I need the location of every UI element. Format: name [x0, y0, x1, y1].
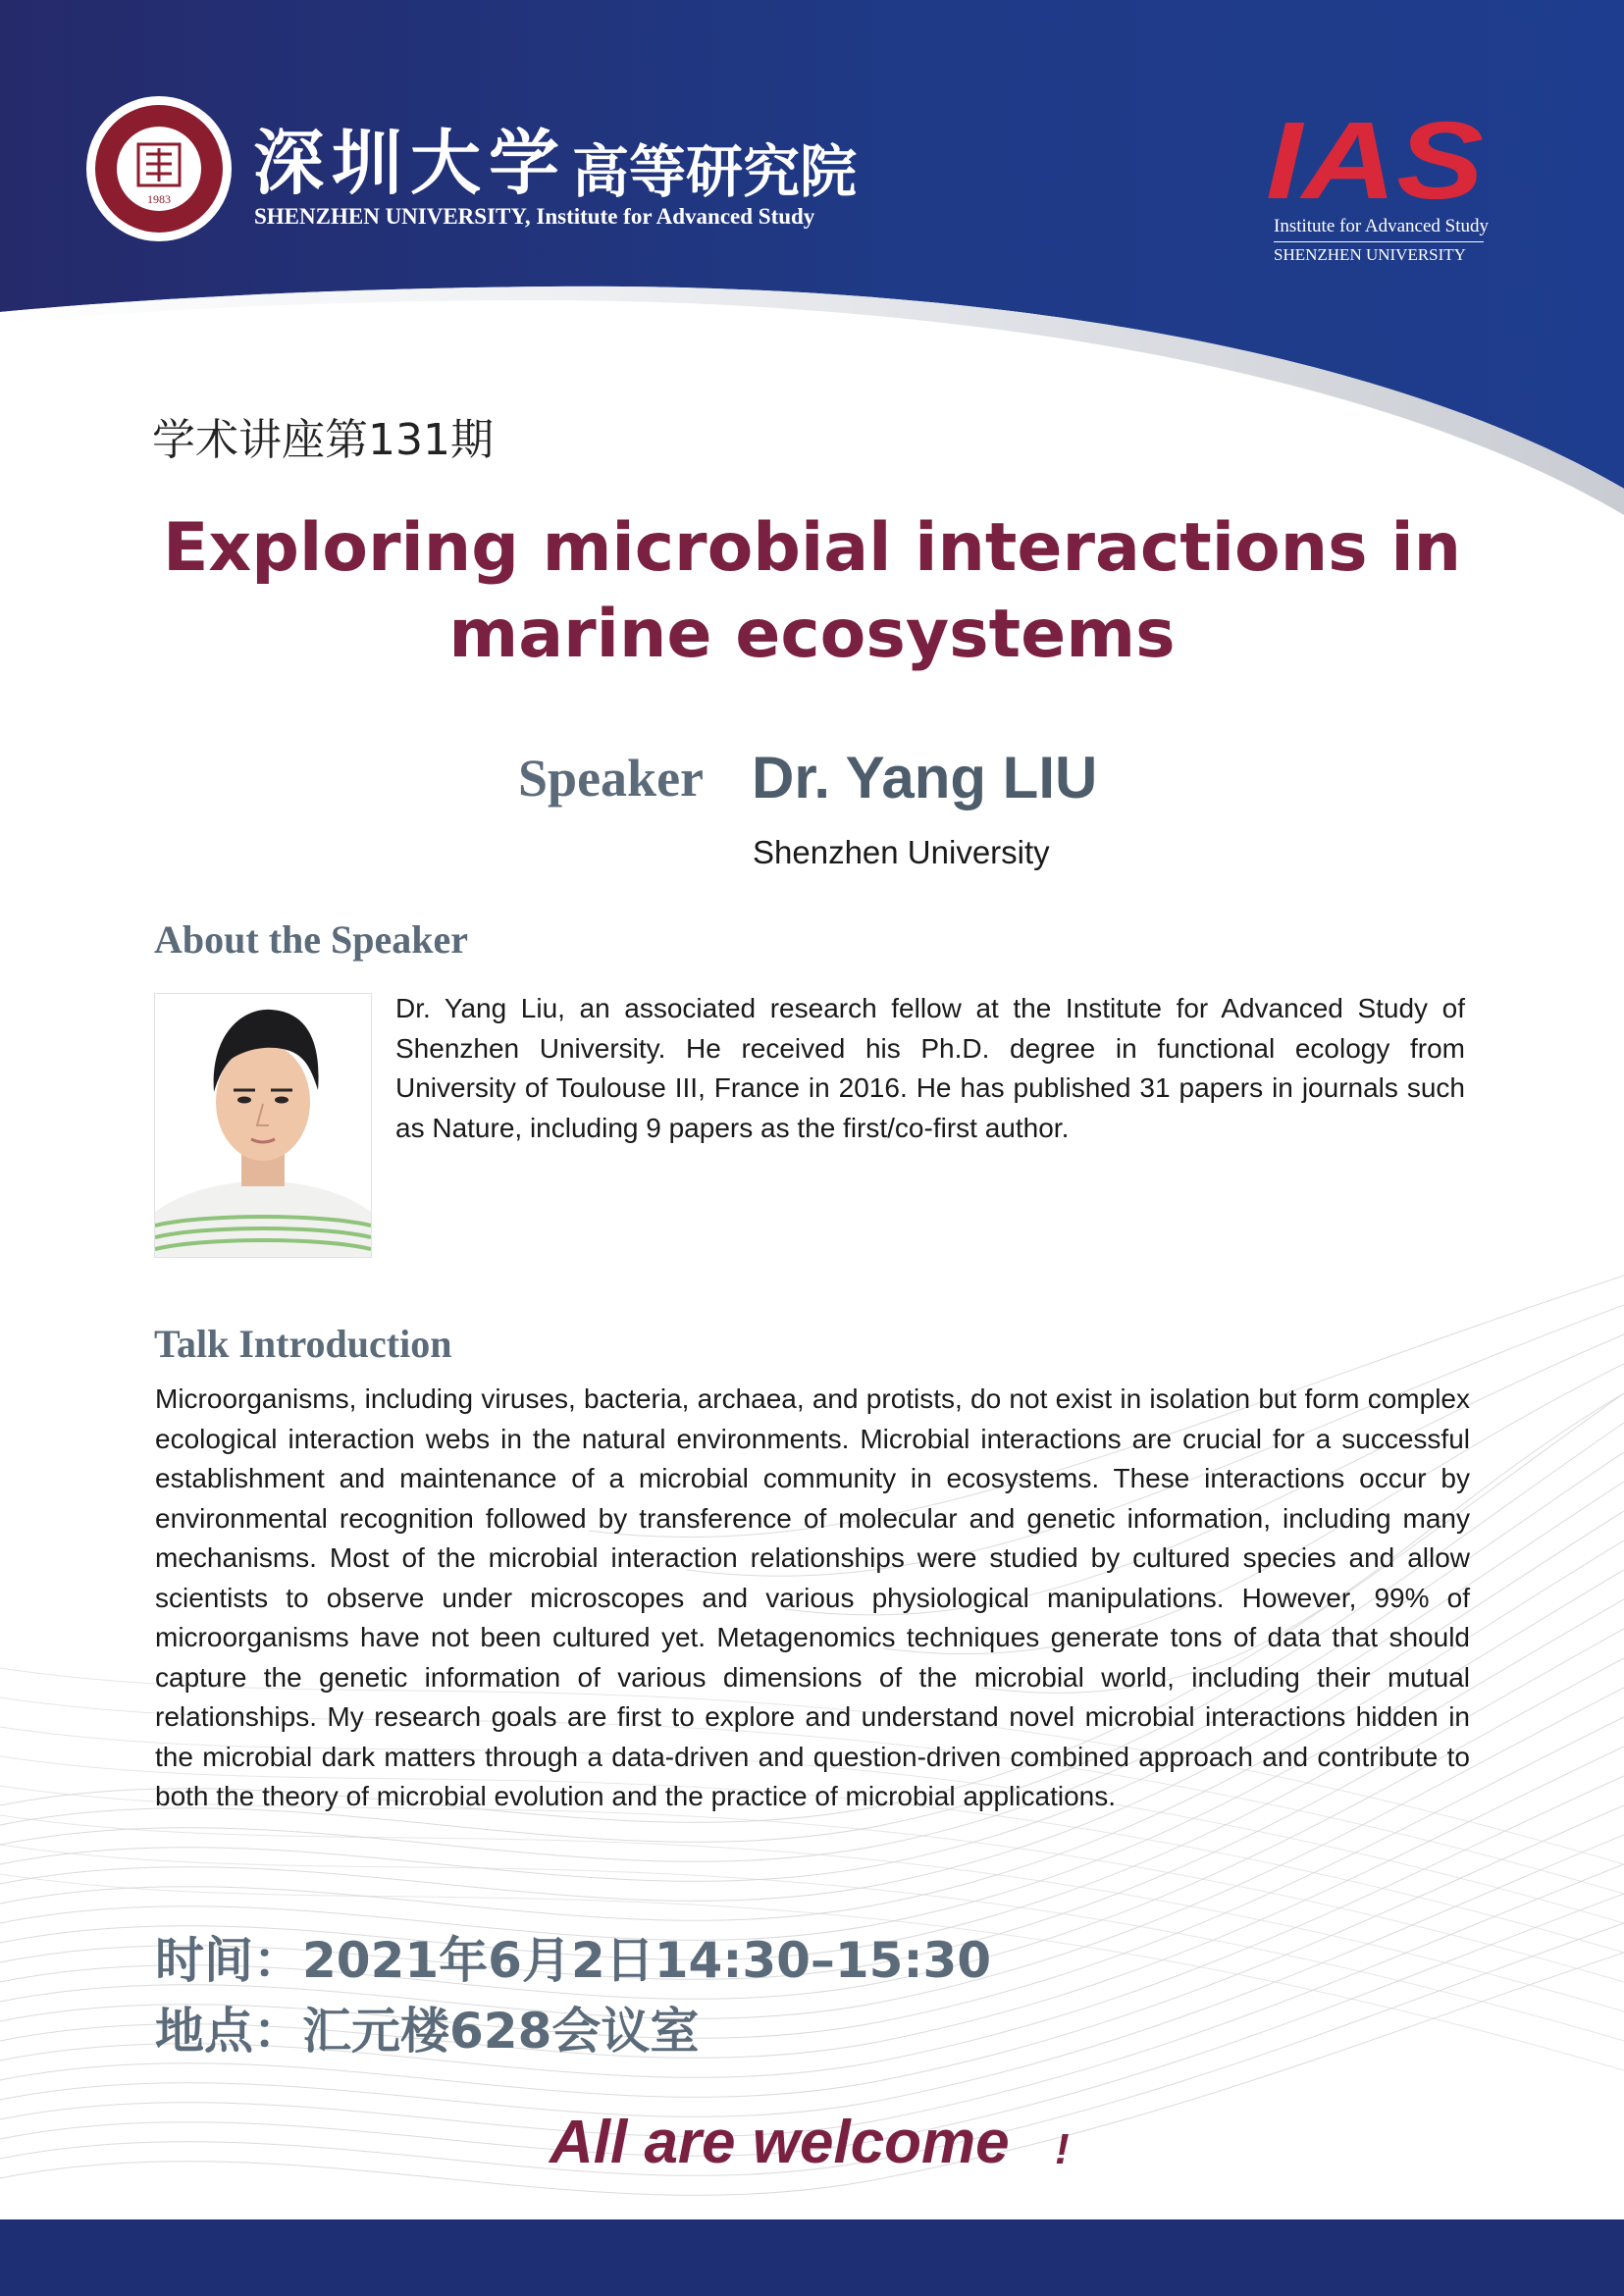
- institute-name-cn: 高等研究院: [572, 138, 858, 205]
- university-name-cn: 深圳大学: [253, 121, 568, 204]
- event-location: 地点：汇元楼628会议室: [155, 2003, 700, 2060]
- speaker-photo: [154, 993, 372, 1258]
- speaker-bio: Dr. Yang Liu, an associated research fellow at the Institute for Advanced Study of Shenzhen University. He received his Ph.D. degree in functional ecology from University of Toulouse III, France in 2016. He has published 31 papers in journals such as Nature, including 9 papers as the first/co-first author.: [395, 993, 1465, 1143]
- ias-university: SHENZHEN UNIVERSITY: [1274, 245, 1466, 264]
- ias-divider: [1274, 241, 1484, 242]
- talk-introduction-text: Microorganisms, including viruses, bacteria, archaea, and protists, do not exist in isolation but form complex ecological interaction webs in the natural environments. Microbial interactions are crucial for a successful establishment and maintenance of a microbial community in ecosystems. These interactions occur by environmental recognition followed by transference of molecular and genetic information, including many mechanisms. Most of the microbial interaction relationships were studied by cultured species and allow scientists to observe under microscopes and various physiological manipulations. However, 99% of microorganisms have not been cultured yet. Metagenomics techniques generate tons of data that should capture the genetic information of various dimensions of the microbial world, including their mutual relationships. My research goals are first to explore and understand novel microbial interactions hidden in the microbial dark matters through a data-driven and question-driven combined approach and contribute to both the theory of microbial evolution and the practice of microbial applications.: [155, 1383, 1470, 1811]
- talk-introduction-heading: Talk Introduction: [154, 1322, 452, 1366]
- lecture-number: 学术讲座第131期: [152, 415, 494, 465]
- seal-year: 1983: [147, 192, 171, 206]
- welcome-exclamation: !: [1055, 2125, 1070, 2173]
- speaker-name: Dr. Yang LIU: [752, 745, 1098, 810]
- about-speaker-heading: About the Speaker: [154, 917, 469, 962]
- speaker-label: Speaker: [518, 749, 704, 808]
- ias-logo-text: IAS: [1266, 108, 1484, 211]
- event-time: 时间：2021年6月2日14:30–15:30: [155, 1932, 992, 1989]
- seal-core: [117, 127, 201, 211]
- speaker-affiliation: Shenzhen University: [753, 834, 1050, 870]
- welcome-message: All are welcome: [550, 2109, 1010, 2176]
- talk-title-line-2: marine ecosystems: [448, 596, 1176, 673]
- speaker-portrait-image: [155, 994, 371, 1257]
- talk-title: [118, 505, 1506, 678]
- seal-emblem-icon: [117, 127, 201, 211]
- university-seal-logo: [86, 96, 232, 241]
- seal-ring: [95, 105, 223, 233]
- ias-logo: [1266, 108, 1487, 211]
- ias-subtitle: Institute for Advanced Study: [1274, 216, 1489, 236]
- talk-title-line-1: Exploring microbial interactions in: [162, 509, 1462, 587]
- footer-band: [0, 2219, 1624, 2296]
- university-name-en: SHENZHEN UNIVERSITY, Institute for Advanced Study: [254, 204, 815, 229]
